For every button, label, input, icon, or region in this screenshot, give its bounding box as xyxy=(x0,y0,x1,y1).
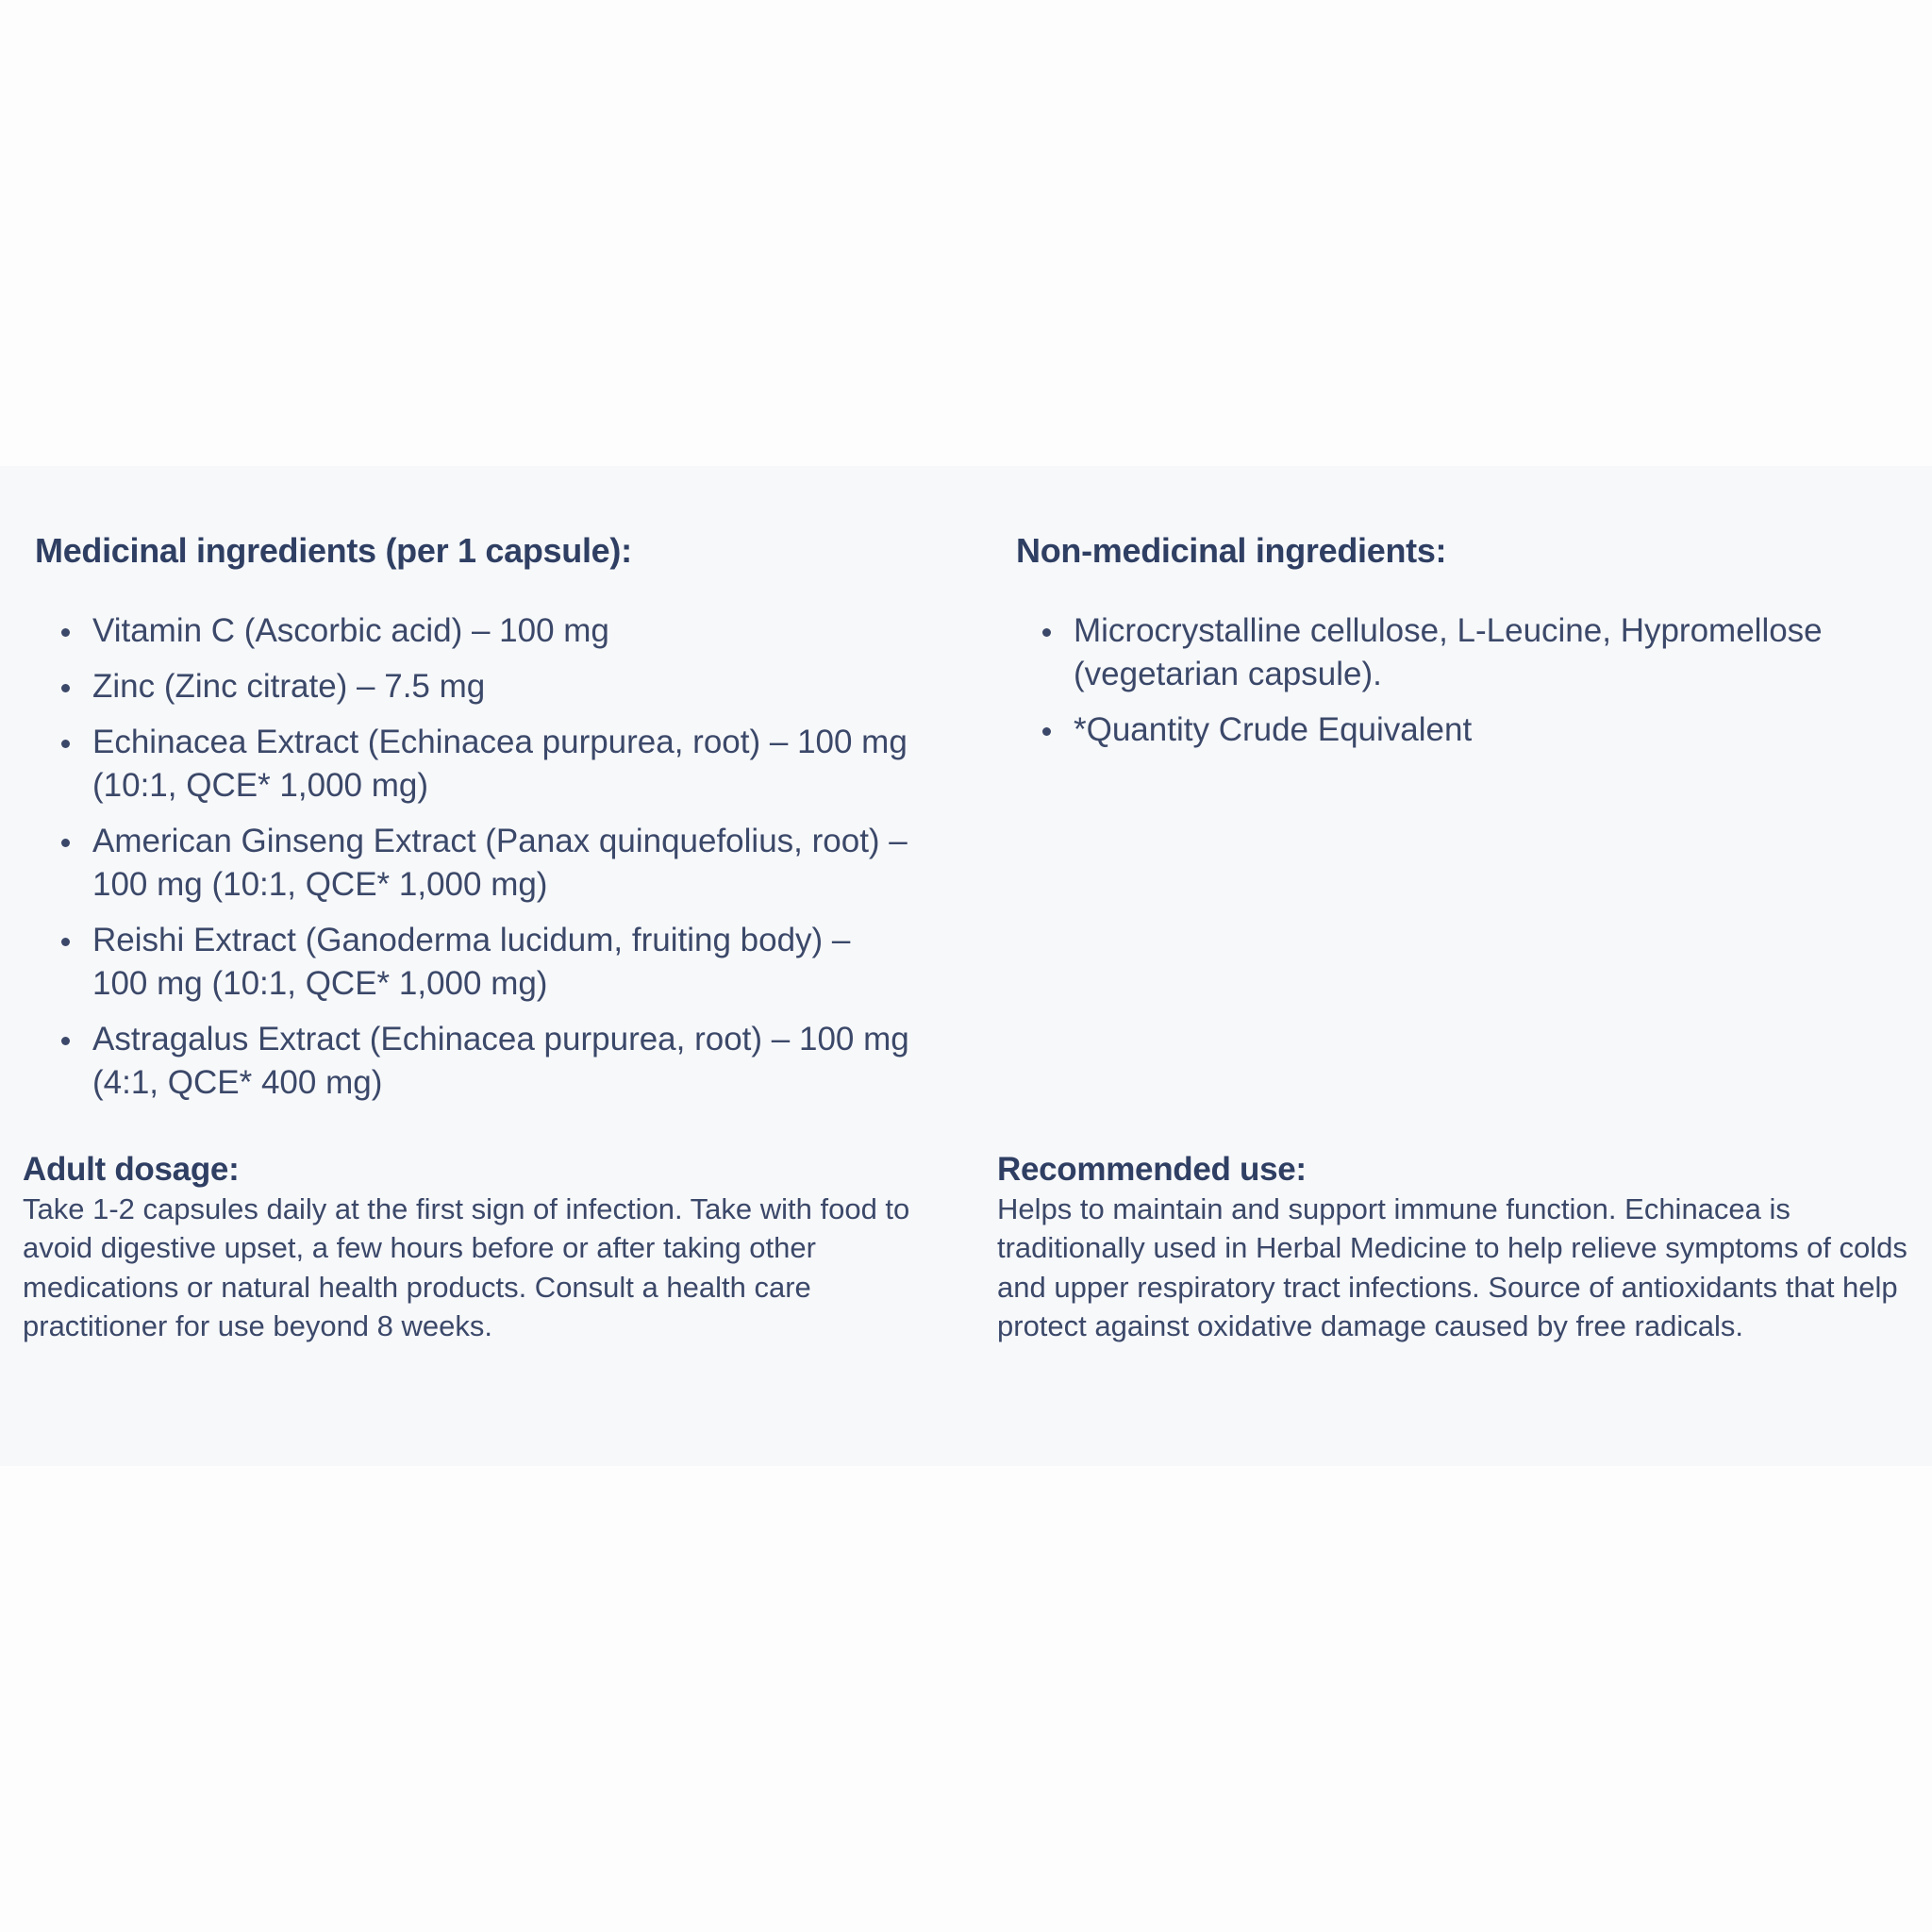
bullet-icon xyxy=(61,740,70,748)
adult-dosage-section xyxy=(23,1150,919,1345)
non-medicinal-ingredients-heading: Non-medicinal ingredients: xyxy=(1016,531,1447,570)
medicinal-ingredients-section xyxy=(35,530,912,1117)
list-item: *Quantity Crude Equivalent xyxy=(1016,708,1903,752)
medicinal-ingredients-list xyxy=(35,609,912,1105)
list-item: Reishi Extract (Ganoderma lucidum, fruiting body) – 100 mg (10:1, QCE* 1,000 mg) xyxy=(35,919,912,1006)
adult-dosage-heading: Adult dosage: xyxy=(23,1151,240,1188)
non-medicinal-ingredients-section xyxy=(1016,530,1903,764)
bullet-icon xyxy=(61,1037,70,1045)
list-item: Microcrystalline cellulose, L-Leucine, Hypromellose (vegetarian capsule). xyxy=(1016,609,1903,696)
bullet-icon xyxy=(61,628,70,637)
bullet-icon xyxy=(1042,727,1051,736)
adult-dosage-text: Take 1-2 capsules daily at the first sign of infection. Take with food to avoid digestive upset, a few hours before or after taking other medications or natural health products. Consult a health care practitioner for use beyond 8 weeks. xyxy=(23,1192,910,1342)
recommended-use-heading: Recommended use: xyxy=(997,1151,1307,1188)
list-item: American Ginseng Extract (Panax quinquefolius, root) – 100 mg (10:1, QCE* 1,000 mg) xyxy=(35,820,912,907)
bullet-icon xyxy=(61,938,70,946)
product-info-panel xyxy=(0,466,1932,1466)
recommended-use-section xyxy=(997,1150,1912,1345)
list-item: Astragalus Extract (Echinacea purpurea, root) – 100 mg (4:1, QCE* 400 mg) xyxy=(35,1018,912,1105)
non-medicinal-ingredients-list xyxy=(1016,609,1903,752)
bullet-icon xyxy=(1042,628,1051,637)
bullet-icon xyxy=(61,839,70,847)
medicinal-ingredients-heading: Medicinal ingredients (per 1 capsule): xyxy=(35,531,632,570)
recommended-use-text: Helps to maintain and support immune function. Echinacea is traditionally used in Herbal Medicine to help relieve symptoms of colds and upper respiratory tract infections. Source of antioxidants that help protect against oxidative damage caused by free radicals. xyxy=(997,1192,1907,1342)
list-item: Vitamin C (Ascorbic acid) – 100 mg xyxy=(35,609,912,653)
list-item: Zinc (Zinc citrate) – 7.5 mg xyxy=(35,665,912,708)
bullet-icon xyxy=(61,684,70,692)
list-item: Echinacea Extract (Echinacea purpurea, root) – 100 mg (10:1, QCE* 1,000 mg) xyxy=(35,721,912,808)
